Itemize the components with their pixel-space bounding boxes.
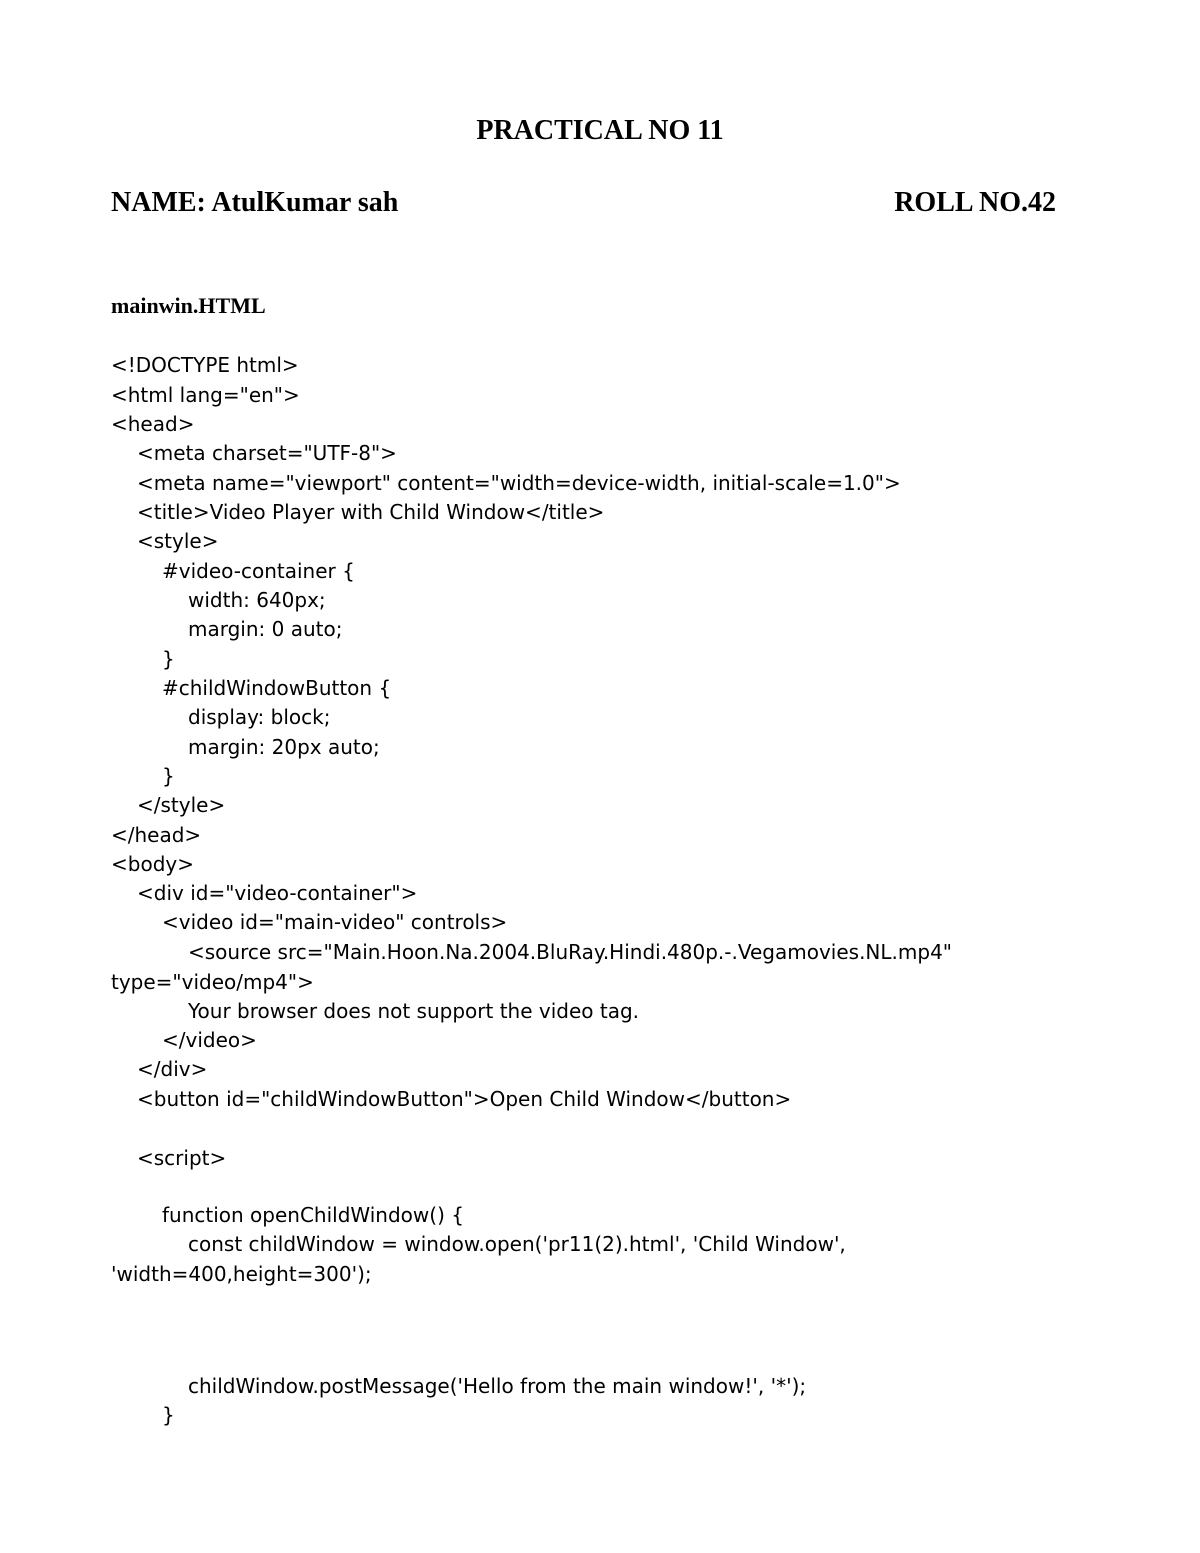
code-line: #video-container { — [162, 559, 355, 583]
code-line: <title>Video Player with Child Window</title> — [137, 500, 605, 524]
code-line: } — [162, 764, 175, 788]
code-line: const childWindow = window.open('pr11(2).html', 'Child Window', — [188, 1232, 846, 1256]
code-line: </video> — [162, 1028, 257, 1052]
code-line: #childWindowButton { — [162, 676, 392, 700]
code-line: <script> — [137, 1146, 227, 1170]
code-line: margin: 0 auto; — [188, 617, 343, 641]
code-line: </head> — [111, 823, 202, 847]
code-line: <meta charset="UTF-8"> — [137, 441, 397, 465]
code-line: <meta name="viewport" content="width=device-width, initial-scale=1.0"> — [137, 471, 901, 495]
code-line: <button id="childWindowButton">Open Child Window</button> — [137, 1087, 792, 1111]
code-line: width: 640px; — [188, 588, 326, 612]
page-title: PRACTICAL NO 11 — [476, 115, 724, 146]
code-line: 'width=400,height=300'); — [111, 1262, 372, 1286]
code-line: <!DOCTYPE html> — [111, 353, 299, 377]
code-line: <source src="Main.Hoon.Na.2004.BluRay.Hindi.480p.-.Vegamovies.NL.mp4" — [188, 940, 952, 964]
code-line: } — [162, 647, 175, 671]
code-line: </div> — [137, 1057, 208, 1081]
code-line: display: block; — [188, 705, 331, 729]
student-name: NAME: AtulKumar sah — [111, 187, 399, 218]
file-name-heading: mainwin.HTML — [111, 293, 266, 318]
code-line: <body> — [111, 852, 194, 876]
code-line: childWindow.postMessage('Hello from the main window!', '*'); — [188, 1374, 807, 1398]
code-line: type="video/mp4"> — [111, 970, 314, 994]
code-line: } — [162, 1403, 175, 1427]
code-line: <style> — [137, 529, 219, 553]
code-line: Your browser does not support the video tag. — [188, 999, 640, 1023]
code-line: <div id="video-container"> — [137, 881, 418, 905]
code-line: margin: 20px auto; — [188, 735, 380, 759]
code-line: function openChildWindow() { — [162, 1203, 464, 1227]
roll-number: ROLL NO.42 — [894, 187, 1056, 218]
code-line: <head> — [111, 412, 195, 436]
code-line: <video id="main-video" controls> — [162, 910, 508, 934]
code-line: </style> — [137, 793, 226, 817]
code-line: <html lang="en"> — [111, 383, 300, 407]
